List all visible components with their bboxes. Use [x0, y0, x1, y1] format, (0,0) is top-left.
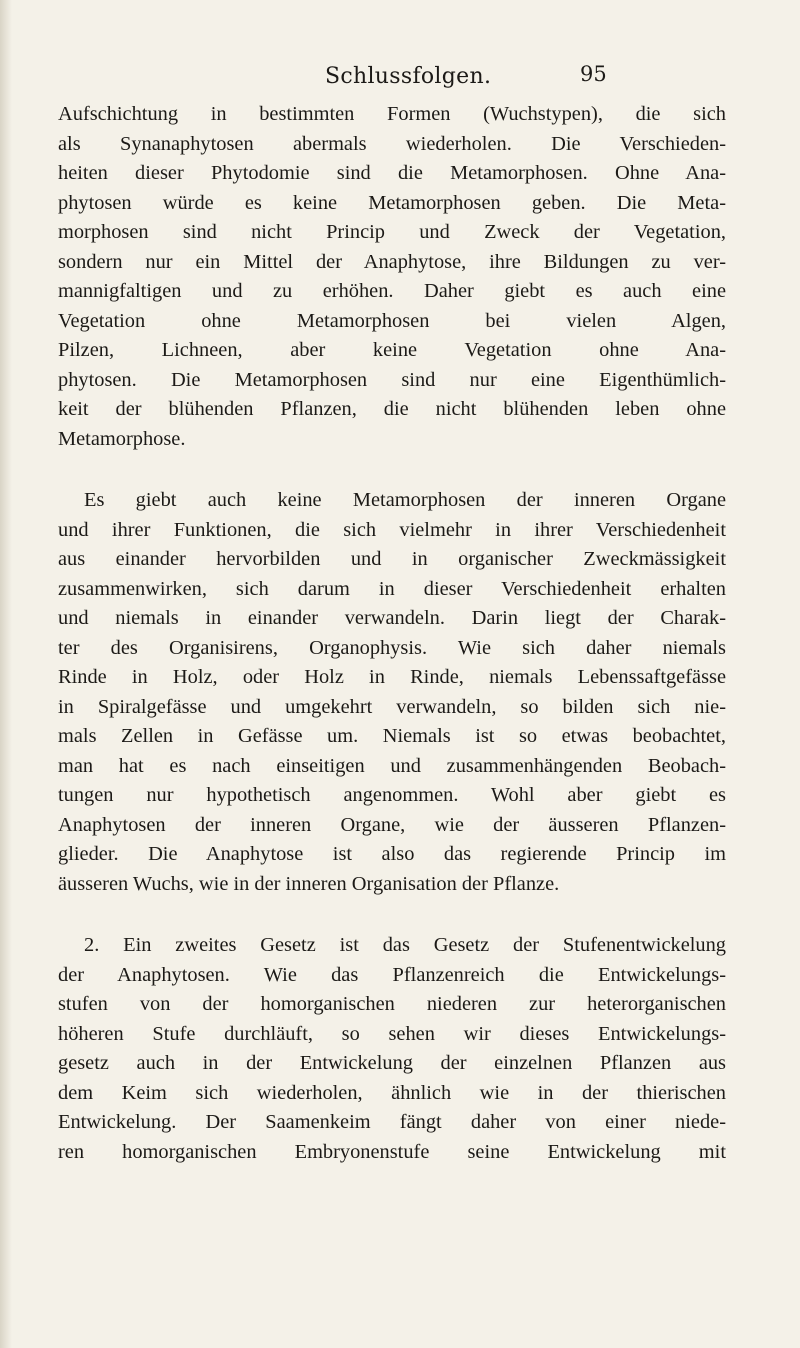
text-line: stufen von der homorganischen niederen zur heterorganischen	[58, 993, 726, 1015]
paragraph-spacer	[58, 454, 726, 486]
page-gutter-shadow	[0, 0, 12, 1348]
text-line: Pilzen, Lichneen, aber keine Vegetation ohne Ana-	[58, 339, 726, 361]
text-line: Aufschichtung in bestimmten Formen (Wuchstypen), die sich	[58, 103, 726, 125]
text-line: heiten dieser Phytodomie sind die Metamorphosen. Ohne Ana-	[58, 162, 726, 184]
text-line: tungen nur hypothetisch angenommen. Wohl aber giebt es	[58, 784, 726, 806]
text-line: aus einander hervorbilden und in organischer Zweckmässigkeit	[58, 548, 726, 570]
text-line: keit der blühenden Pflanzen, die nicht blühenden leben ohne	[58, 398, 726, 420]
text-line: höheren Stufe durchläuft, so sehen wir dieses Entwickelungs-	[58, 1022, 726, 1045]
text-line: Entwickelung. Der Saamenkeim fängt daher von einer niede-	[58, 1111, 726, 1133]
paragraph-3	[58, 931, 726, 1167]
paragraph-1	[58, 100, 726, 454]
text-line: in Spiralgefässe und umgekehrt verwandeln, so bilden sich nie-	[58, 695, 726, 718]
text-line: morphosen sind nicht Princip und Zweck der Vegetation,	[58, 221, 726, 243]
text-line: sondern nur ein Mittel der Anaphytose, ihre Bildungen zu ver-	[58, 250, 726, 273]
text-line: phytosen. Die Metamorphosen sind nur eine Eigenthümlich-	[58, 368, 726, 391]
text-line: und ihrer Funktionen, die sich vielmehr in ihrer Verschiedenheit	[58, 518, 726, 541]
body-text	[58, 100, 726, 1167]
running-title: Schlussfolgen.	[325, 64, 492, 89]
paragraph-spacer	[58, 899, 726, 931]
text-line: als Synanaphytosen abermals wiederholen. Die Verschieden-	[58, 132, 726, 155]
text-line: 2. Ein zweites Gesetz ist das Gesetz der Stufenentwickelung	[84, 934, 726, 956]
text-line: gesetz auch in der Entwickelung der einzelnen Pflanzen aus	[58, 1052, 726, 1074]
text-line: ren homorganischen Embryonenstufe seine Entwickelung mit	[58, 1140, 726, 1163]
text-line: glieder. Die Anaphytose ist also das regierende Princip im	[58, 843, 726, 865]
running-head	[0, 62, 800, 102]
text-line: Es giebt auch keine Metamorphosen der inneren Organe	[84, 489, 726, 511]
paragraph-2	[58, 486, 726, 899]
text-line: zusammenwirken, sich darum in dieser Verschiedenheit erhalten	[58, 577, 726, 600]
text-line: dem Keim sich wiederholen, ähnlich wie in der thierischen	[58, 1081, 726, 1104]
text-line: mals Zellen in Gefässe um. Niemals ist so etwas beobachtet,	[58, 725, 726, 747]
text-line: der Anaphytosen. Wie das Pflanzenreich die Entwickelungs-	[58, 963, 726, 986]
text-line: Anaphytosen der inneren Organe, wie der äusseren Pflanzen-	[58, 813, 726, 836]
text-line: Vegetation ohne Metamorphosen bei vielen Algen,	[58, 309, 726, 332]
text-line: Metamorphose.	[58, 427, 186, 450]
text-line: man hat es nach einseitigen und zusammenhängenden Beobach-	[58, 754, 726, 777]
text-line: und niemals in einander verwandeln. Darin liegt der Charak-	[58, 607, 726, 629]
text-line: mannigfaltigen und zu erhöhen. Daher giebt es auch eine	[58, 280, 726, 302]
text-line: äusseren Wuchs, wie in der inneren Organisation der Pflanze.	[58, 872, 560, 895]
text-line: Rinde in Holz, oder Holz in Rinde, niemals Lebenssaftgefässe	[58, 666, 726, 688]
text-line: phytosen würde es keine Metamorphosen geben. Die Meta-	[58, 191, 726, 214]
page-number: 95	[580, 62, 607, 86]
text-line: ter des Organisirens, Organophysis. Wie sich daher niemals	[58, 636, 726, 659]
